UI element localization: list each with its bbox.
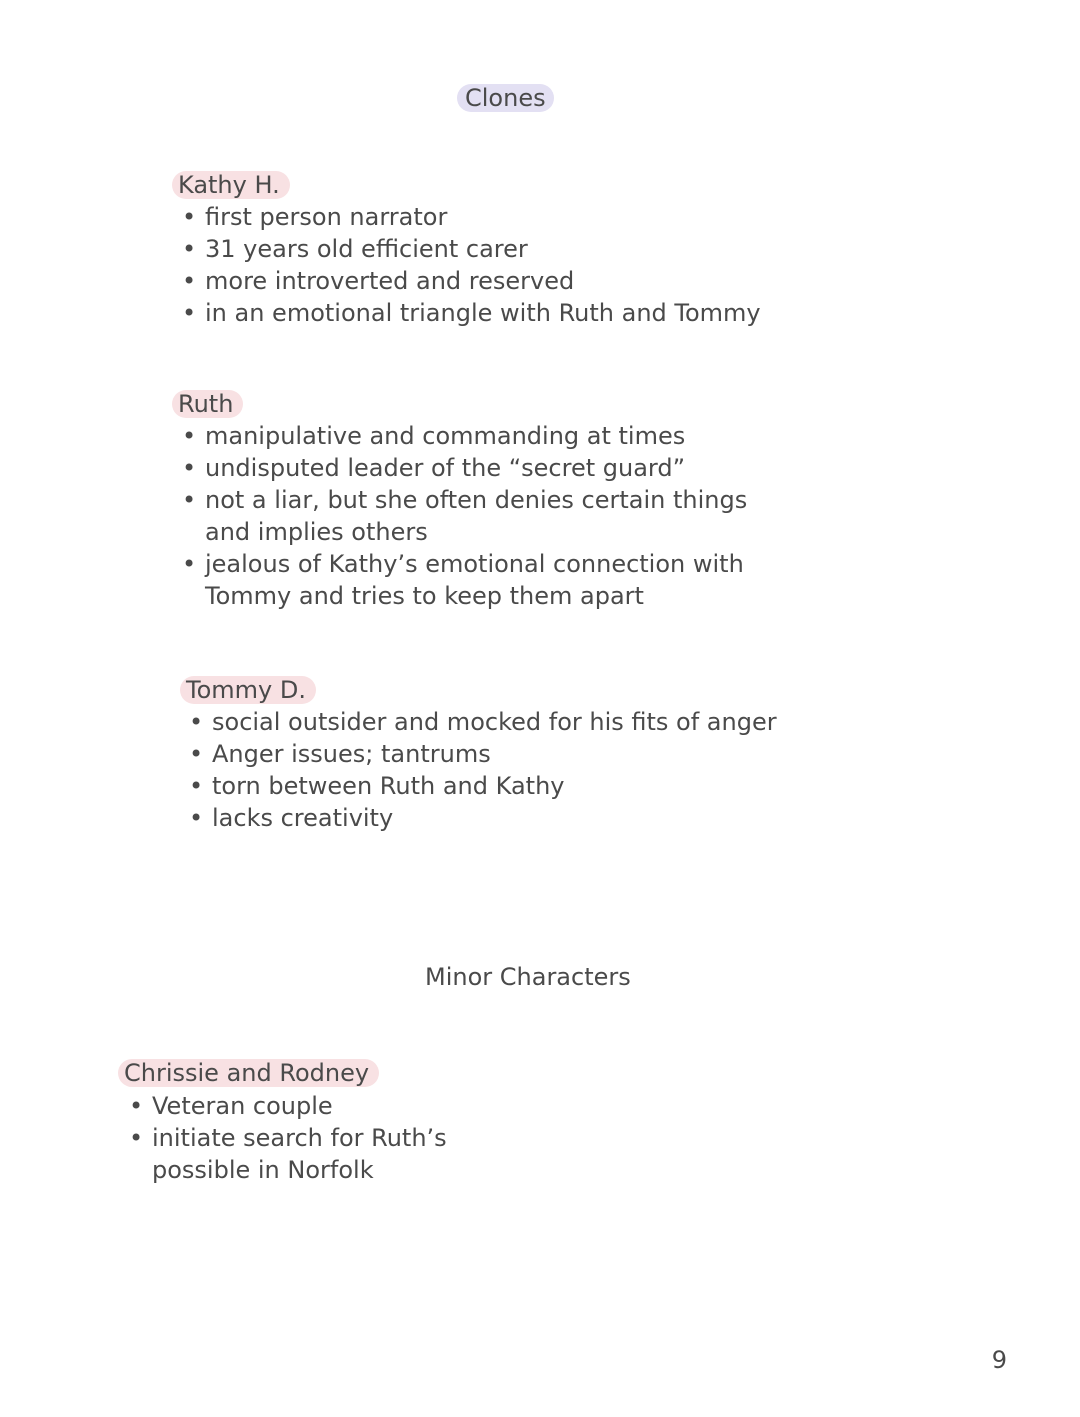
- minor-characters-heading: [425, 961, 631, 993]
- chrissie-rodney-name-text: Chrissie and Rodney: [118, 1059, 379, 1087]
- list-item: • not a liar, but she often denies certain things and implies others: [178, 484, 768, 548]
- tommy-name-text: Tommy D.: [180, 676, 316, 704]
- list-item: • more introverted and reserved: [178, 265, 798, 297]
- kathy-traits-list: [178, 201, 798, 329]
- list-item: • Anger issues; tantrums: [185, 738, 805, 770]
- page-number: 9: [991, 1346, 1007, 1374]
- list-item: • initiate search for Ruth’s possible in Norfolk: [125, 1122, 545, 1186]
- list-item: • undisputed leader of the “secret guard”: [178, 452, 768, 484]
- list-item: • social outsider and mocked for his fits of anger: [185, 706, 805, 738]
- kathy-name: [172, 169, 290, 201]
- list-item: • manipulative and commanding at times: [178, 420, 768, 452]
- list-item: • lacks creativity: [185, 802, 805, 834]
- clones-heading-text: Clones: [457, 84, 554, 112]
- ruth-name: [172, 388, 243, 420]
- list-item: • first person narrator: [178, 201, 798, 233]
- tommy-name: [180, 674, 316, 706]
- kathy-name-text: Kathy H.: [172, 171, 290, 199]
- ruth-name-text: Ruth: [172, 390, 243, 418]
- list-item: • torn between Ruth and Kathy: [185, 770, 805, 802]
- list-item: • jealous of Kathy’s emotional connection with Tommy and tries to keep them apart: [178, 548, 768, 612]
- chrissie-rodney-name: [118, 1057, 379, 1089]
- list-item: • in an emotional triangle with Ruth and Tommy: [178, 297, 798, 329]
- minor-characters-heading-text: Minor Characters: [425, 963, 631, 991]
- clones-heading: [457, 82, 554, 114]
- ruth-traits-list: [178, 420, 768, 612]
- chrissie-rodney-traits-list: [125, 1090, 545, 1186]
- tommy-traits-list: [185, 706, 805, 834]
- list-item: • 31 years old efficient carer: [178, 233, 798, 265]
- list-item: • Veteran couple: [125, 1090, 545, 1122]
